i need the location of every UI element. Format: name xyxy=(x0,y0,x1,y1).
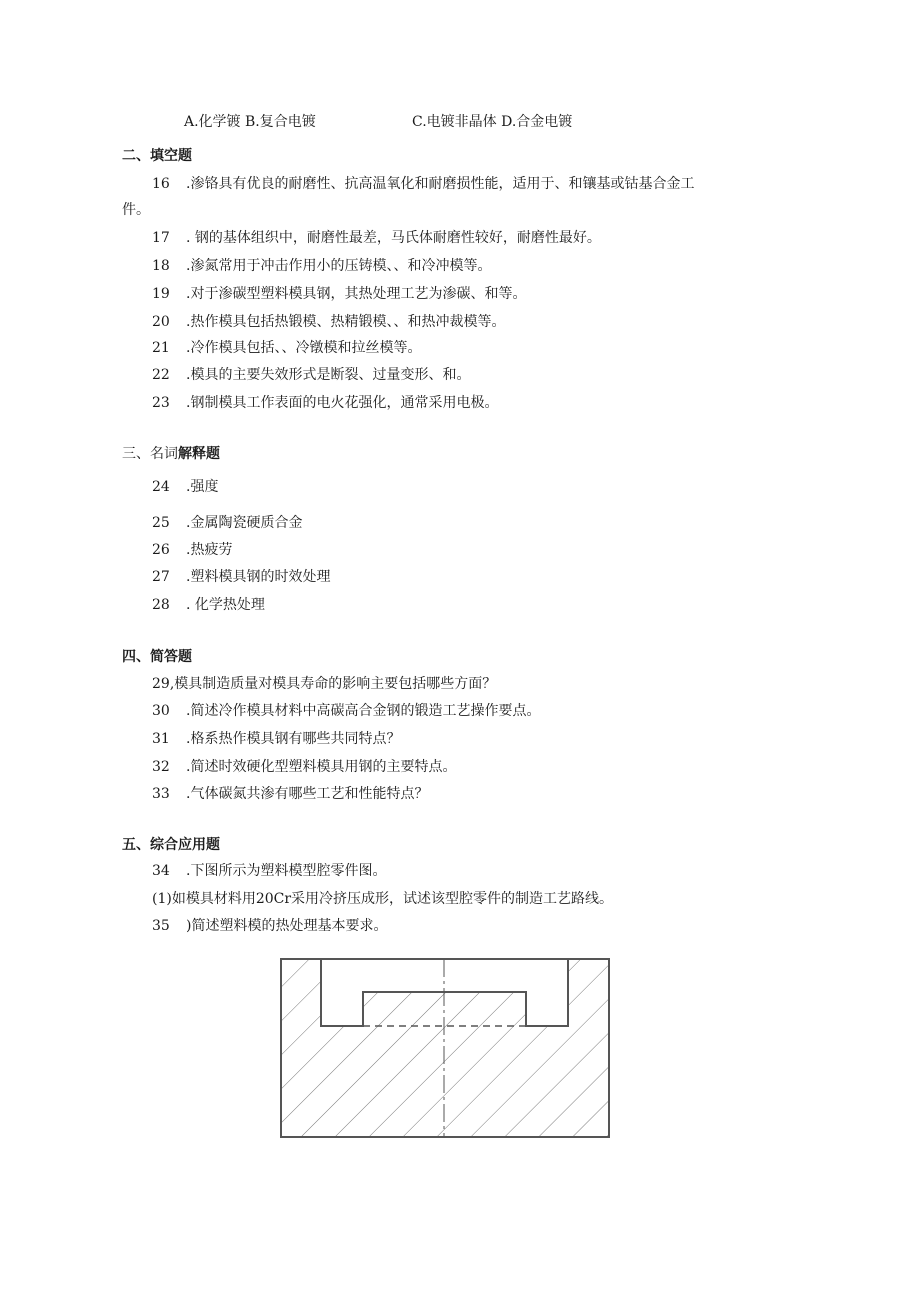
question-number: 28 xyxy=(152,597,170,613)
question-text: .对于渗碳型塑料模具钢，其热处理工艺为渗碳、和等。 xyxy=(186,286,527,302)
question-22 xyxy=(152,365,470,385)
hatched-section xyxy=(281,959,609,1137)
question-text: .金属陶瓷硬质合金 xyxy=(186,515,303,531)
question-20 xyxy=(152,312,505,332)
question-number: 21 xyxy=(152,340,170,356)
question-29: 29,模具制造质量对模具寿命的影响主要包括哪些方面？ xyxy=(152,676,497,692)
question-text: .下图所示为塑料模型腔零件图。 xyxy=(186,863,387,879)
question-27 xyxy=(152,567,330,587)
question-text: .气体碳氮共渗有哪些工艺和性能特点？ xyxy=(186,786,429,802)
question-17 xyxy=(152,228,601,248)
question-text: .简述冷作模具材料中高碳高合金钢的锻造工艺操作要点。 xyxy=(186,703,541,719)
question-text: .渗铬具有优良的耐磨性、抗高温氧化和耐磨损性能，适用于、和镶基或钴基合金工 xyxy=(186,176,695,192)
section-3-title-part1: 三、名词 xyxy=(122,446,178,462)
question-25 xyxy=(152,513,302,533)
question-16-cont: 件。 xyxy=(122,202,150,218)
question-text: .钢制模具工作表面的电火花强化，通常采用电极。 xyxy=(186,395,499,411)
question-32 xyxy=(152,757,456,777)
question-19 xyxy=(152,284,526,304)
question-number: 18 xyxy=(152,258,170,274)
question-31 xyxy=(152,729,400,749)
question-text: .简述时效硬化型塑料模具用钢的主要特点。 xyxy=(186,759,457,775)
section-4-title: 四、简答题 xyxy=(122,649,192,665)
question-number: 26 xyxy=(152,542,170,558)
question-text: )简述塑料模的热处理基本要求。 xyxy=(186,918,388,934)
question-text: .格系热作模具钢有哪些共同特点？ xyxy=(186,731,401,747)
question-number: 20 xyxy=(152,314,170,330)
question-text: .强度 xyxy=(186,479,219,495)
question-text: . 钢的基体组织中，耐磨性最差，马氏体耐磨性较好，耐磨性最好。 xyxy=(186,230,601,246)
section-2-title: 二、填空题 xyxy=(122,148,192,164)
question-number: 35 xyxy=(152,918,170,934)
question-34 xyxy=(152,861,386,881)
question-text: .热作模具包括热锻模、热精锻模、、和热冲裁模等。 xyxy=(186,314,506,330)
question-number: 17 xyxy=(152,230,170,246)
question-21 xyxy=(152,338,421,358)
question-text: . 化学热处理 xyxy=(186,597,265,613)
question-number: 19 xyxy=(152,286,170,302)
question-text: .塑料模具钢的时效处理 xyxy=(186,569,331,585)
question-number: 34 xyxy=(152,863,170,879)
section-5-title: 五、综合应用题 xyxy=(122,837,220,853)
question-number: 27 xyxy=(152,569,170,585)
question-18 xyxy=(152,256,491,276)
question-16 xyxy=(152,174,694,194)
question-number: 16 xyxy=(152,176,170,192)
section-3-title-part2: 解释题 xyxy=(178,446,220,462)
question-text: .模具的主要失效形式是断裂、过量变形、和。 xyxy=(186,367,471,383)
question-number: 25 xyxy=(152,515,170,531)
question-30 xyxy=(152,701,540,721)
question-number: 24 xyxy=(152,479,170,495)
question-number: 22 xyxy=(152,367,170,383)
question-text: .渗氮常用于冲击作用小的压铸模、、和冷冲模等。 xyxy=(186,258,492,274)
question-24 xyxy=(152,477,218,497)
section-3-title xyxy=(122,444,220,464)
question-number: 23 xyxy=(152,395,170,411)
mold-cavity-drawing xyxy=(278,956,612,1140)
question-35 xyxy=(152,916,387,936)
options-left: A.化学镀 B.复合电镀 xyxy=(184,114,316,130)
question-26 xyxy=(152,540,232,560)
question-33 xyxy=(152,784,428,804)
question-number: 30 xyxy=(152,703,170,719)
question-text: .热疲劳 xyxy=(186,542,233,558)
question-number: 31 xyxy=(152,731,170,747)
question-23 xyxy=(152,393,498,413)
question-28 xyxy=(152,595,265,615)
question-text: .冷作模具包括、、冷镦模和拉丝模等。 xyxy=(186,340,422,356)
question-number: 33 xyxy=(152,786,170,802)
options-right: C.电镀非晶体 D.合金电镀 xyxy=(412,114,573,130)
question-number: 32 xyxy=(152,759,170,775)
question-34-sub1: (1)如模具材料用20Cr采用冷挤压成形，试述该型腔零件的制造工艺路线。 xyxy=(152,891,614,907)
